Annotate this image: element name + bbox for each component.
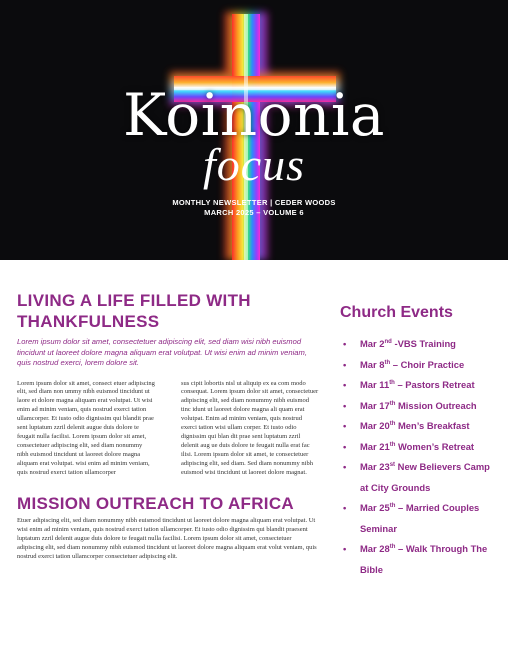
event-item: • Mar 21th Women’s Retreat	[340, 437, 500, 458]
event-item: • Mar 17th Mission Outreach	[340, 396, 500, 417]
article2-headline: MISSION OUTREACH TO AFRICA	[17, 494, 294, 514]
events-list	[340, 334, 500, 580]
events-title: Church Events	[340, 304, 453, 321]
article1-headline: LIVING A LIFE FILLED WITH THANKFULNESS	[17, 291, 251, 331]
main-column	[17, 290, 319, 562]
event-item: • Mar 2nd -VBS Training	[340, 334, 500, 355]
article1-columns	[17, 380, 319, 478]
header-banner	[0, 0, 508, 260]
masthead-title: Koinonia	[123, 81, 385, 149]
event-item: • Mar 20th Men’s Breakfast	[340, 416, 500, 437]
article1-column-right: sus cipit lobortis nisl ut aliquip ex ea com modo consequat. Lorem ipsum dolor sit amet, consectetuer adipiscing elit, sed diam nonummy nibh euismod tinc idunt ut laoreet dolore magna ali quam erat volutpat. Enim ad minim veniam, quis nostrud exerci tation wisi ullam corper. Et iusto odio dignissim qui blan dit prae sent luptatum zzril delenit aug ue duis dolore te feugait nulla erat fac ilisi. Lorem ipsum dolor sit amet, te consectetuer adipiscing elit, sed diam. Sed diam nonummy nibh euismod wisi tincidunt ut laoreet dolore magnat.	[181, 379, 319, 476]
event-item: • Mar 8th – Choir Practice	[340, 355, 500, 376]
article1-column-left: Lorem ipsum dolor sit amet, consect etuer adipiscing elit, sed diam non ummy nibh euismod tincidunt ut laore et dolore magna aliquam erat volutpat. Ut wisi enim ad minim veniam, quis nostrud exerci tation ullamcorper. Et iusto odio dignissim qui blandit prae sent luptatum zzril delenit augue duis dolore te feugait nulla facilisi. Lorem ipsum dolor sit amet, consectetuer adipiscing elit, sed diam nonummy nibh euismod tincidunt ut laoreet dolore magna aliquam erat volutpat. wisi enim ad minim veniam, quis nostrud exerci tation ullamcorper	[17, 379, 155, 476]
event-item: • Mar 25th – Married Couples Seminar	[340, 498, 500, 539]
article2-body: Etuer adipiscing elit, sed diam nonummy nibh euismod tincidunt ut laoreet dolore magna aliquam erat volutpat. Ut wisi enim ad minim veniam, quis nostrud exerci tation ullamcorper. Et iusto odio dignissim qui blandit praesent luptatum zzril delenit augue duis dolore te feugait nulla facilisi. Lorem ipsum dolor sit amet, consectetuer adipiscing elit, sed diam nonummy nibh euismod tincidunt ut laoreet dolore magna aliquam erat volut veniam, quis nostrud exerci tation ullamcorper consectetuer adipiscing elit.	[17, 517, 317, 561]
events-sidebar	[340, 304, 500, 580]
issue-line: MARCH 2025 – VOLUME 6	[204, 208, 304, 217]
masthead-subtitle: focus	[202, 139, 306, 190]
event-item: • Mar 28th – Walk Through The Bible	[340, 539, 500, 580]
event-item: • Mar 23st New Believers Camp at City Grounds	[340, 457, 500, 498]
event-item: • Mar 11th – Pastors Retreat	[340, 375, 500, 396]
newsletter-line: MONTHLY NEWSLETTER | CEDER WOODS	[172, 198, 336, 207]
article1-lead: Lorem ipsum dolor sit amet, consectetuer adipiscing elit, sed diam wisi nibh euismod tincidunt ut laoreet dolore magna aliquam erat volutpat. Ut wisi enim ad minim veniam, quis nostrud exerci, lorem dolore sit.	[17, 337, 307, 367]
